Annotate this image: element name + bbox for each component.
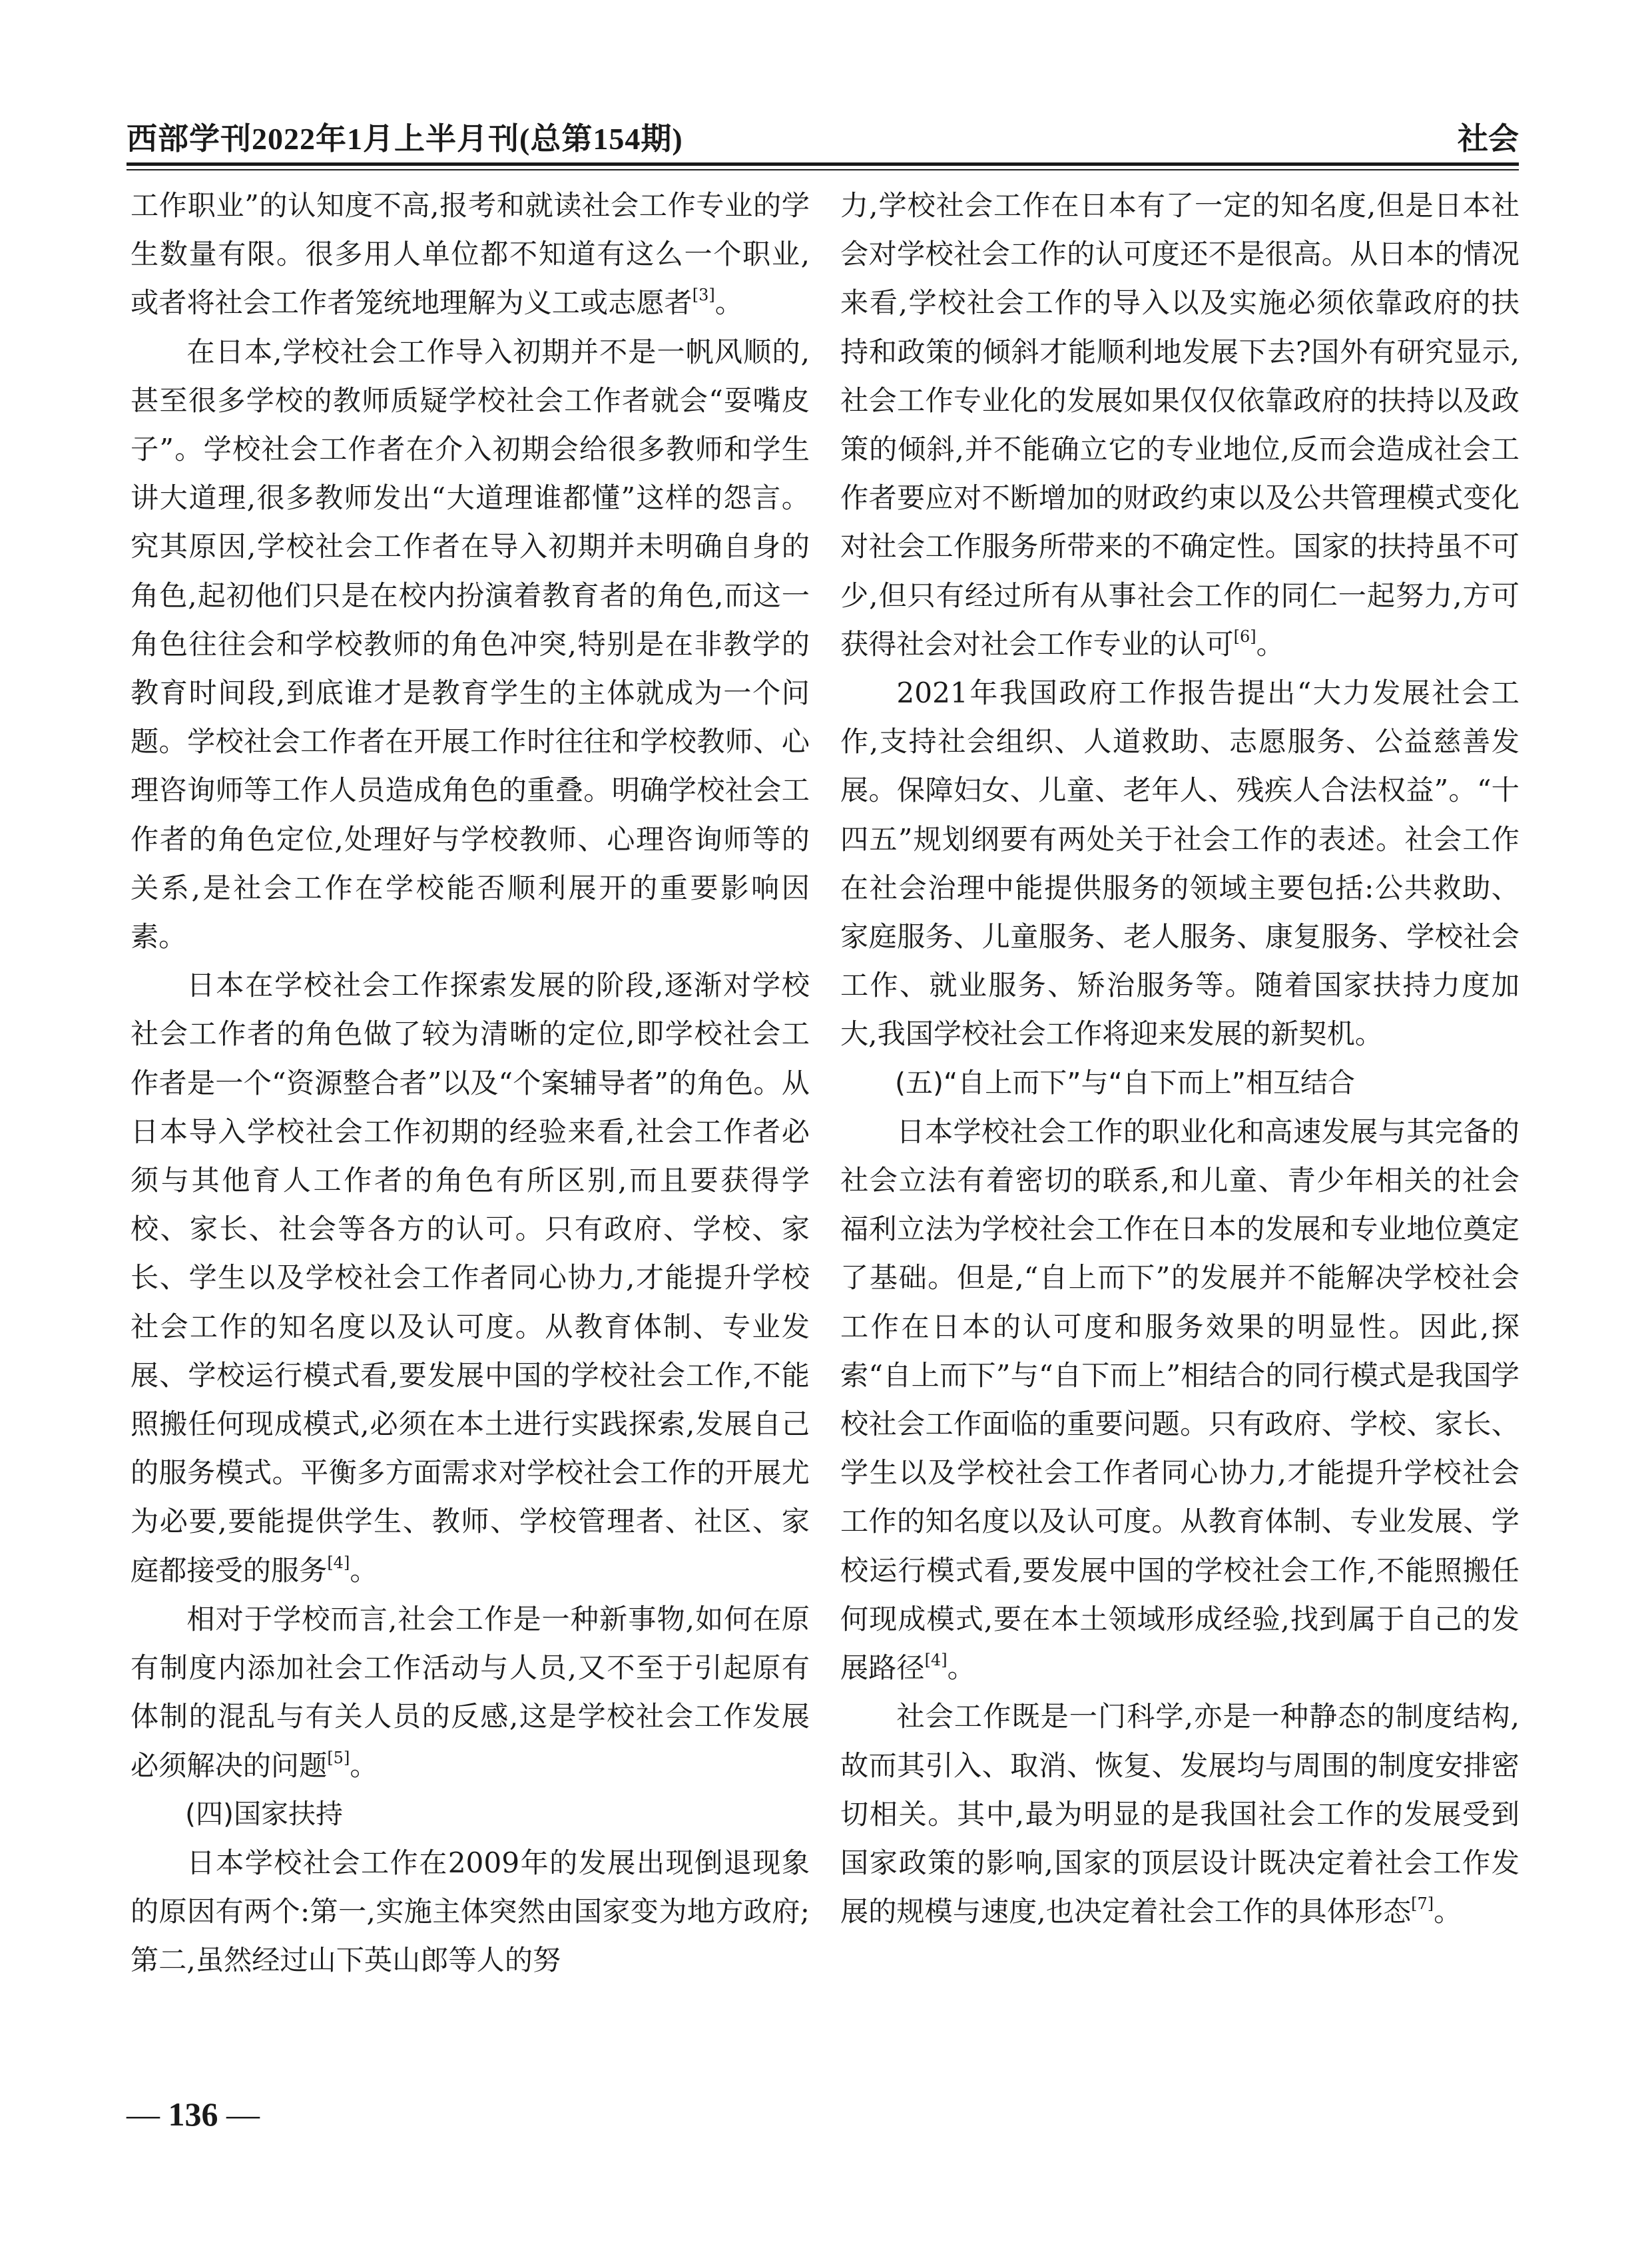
journal-name: 西部学刊 [127,121,252,156]
paragraph [840,1692,1519,1936]
paragraph-text: 2021年我国政府工作报告提出“大力发展社会工作,支持社会组织、人道救助、志愿服务、公益慈善发展。保障妇女、儿童、老年人、残疾人合法权益”。“十四五”规划纲要有两处关于社会工作的表述。社会工作在社会治理中能提供服务的领域主要包括:公共救助、家庭服务、儿童服务、老人服务、康复服务、学校社会工作、就业服务、矫治服务等。随着国家扶持力度加大,我国学校社会工作将迎来发展的新契机。 [840,677,1519,1051]
citation-ref: [6] [1233,627,1256,646]
left-column [131,181,810,1985]
paragraph-tail: 。 [1434,1895,1462,1928]
paragraph [131,1595,810,1790]
paragraph [840,1107,1519,1692]
paragraph-text: 日本学校社会工作的职业化和高速发展与其完备的社会立法有着密切的联系,和儿童、青少年相关的社会福利立法为学校社会工作在日本的发展和专业地位奠定了基础。但是,“自上而下”的发展并不能解决学校社会工作在日本的认可度和服务效果的明显性。因此,探索“自上而下”与“自下而上”相结合的同行模式是我国学校社会工作面临的重要问题。只有政府、学校、家长、学生以及学校社会工作者同心协力,才能提升学校社会工作的知名度以及认可度。从教育体制、专业发展、学校运行模式看,要发展中国的学校社会工作,不能照搬任何现成模式,要在本土领域形成经验,找到属于自己的发展路径 [840,1115,1519,1685]
paragraph-text: 力,学校社会工作在日本有了一定的知名度,但是日本社会对学校社会工作的认可度还不是很高。从日本的情况来看,学校社会工作的导入以及实施必须依靠政府的扶持和政策的倾斜才能顺利地发展下去?国外有研究显示,社会工作专业化的发展如果仅仅依靠政府的扶持以及政策的倾斜,并不能确立它的专业地位,反而会造成社会工作者要应对不断增加的财政约束以及公共管理模式变化对社会工作服务所带来的不确定性。国家的扶持虽不可少,但只有经过所有从事社会工作的同仁一起努力,方可获得社会对社会工作专业的认可 [840,189,1519,661]
paragraph [840,181,1519,669]
paragraph-tail: 。 [1256,627,1284,661]
section-label: 社会 [1458,121,1519,156]
journal-masthead [127,115,683,158]
subheading-top-down-bottom-up: (五)“自上而下”与“自下而上”相互结合 [895,1066,1355,1099]
subheading-national-support: (四)国家扶持 [185,1797,343,1830]
citation-ref: [4] [327,1553,350,1572]
paragraph-text: 社会工作既是一门科学,亦是一种静态的制度结构,故而其引入、取消、恢复、发展均与周围的制度安排密切相关。其中,最为明显的是我国社会工作的发展受到国家政策的影响,国家的顶层设计既决定着社会工作发展的规模与速度,也决定着社会工作的具体形态 [840,1700,1519,1928]
footer-dash-left: — [127,2096,160,2133]
paragraph [131,181,810,328]
paragraph-tail: 。 [350,1553,378,1587]
paragraph [131,328,810,962]
header-rule-thin [127,169,1519,170]
right-column [840,181,1519,1936]
paragraph-text: 日本学校社会工作在2009年的发展出现倒退现象的原因有两个:第一,实施主体突然由国家变为地方政府;第二,虽然经过山下英山郎等人的努 [131,1846,810,1977]
header-rule-thick [127,162,1519,166]
paragraph-tail: 。 [350,1749,378,1782]
paragraph [131,961,810,1595]
issue-info: 2022年1月上半月刊(总第154期) [252,122,683,156]
paragraph-text: 在日本,学校社会工作导入初期并不是一帆风顺的,甚至很多学校的教师质疑学校社会工作者就会“耍嘴皮子”。学校社会工作者在介入初期会给很多教师和学生讲大道理,很多教师发出“大道理谁都懂”这样的怨言。究其原因,学校社会工作者在导入初期并未明确自身的角色,起初他们只是在校内扮演着教育者的角色,而这一角色往往会和学校教师的角色冲突,特别是在非教学的教育时间段,到底谁才是教育学生的主体就成为一个问题。学校社会工作者在开展工作时往往和学校教师、心理咨询师等工作人员造成角色的重叠。明确学校社会工作者的角色定位,处理好与学校教师、心理咨询师等的关系,是社会工作在学校能否顺利展开的重要影响因素。 [131,335,810,954]
page-footer [127,2095,260,2133]
citation-ref: [7] [1411,1894,1434,1914]
footer-dash-right: — [226,2096,260,2133]
page-number: 136 [168,2096,218,2133]
paragraph [840,669,1519,1059]
paragraph-tail: 。 [714,286,743,320]
paragraph [131,1838,810,1985]
page-header [127,115,1519,157]
paragraph-text: 相对于学校而言,社会工作是一种新事物,如何在原有制度内添加社会工作活动与人员,又不至于引起原有体制的混乱与有关人员的反感,这是学校社会工作发展必须解决的问题 [131,1602,810,1782]
citation-ref: [4] [924,1651,948,1670]
paragraph-tail: 。 [947,1651,975,1685]
citation-ref: [3] [692,286,715,305]
citation-ref: [5] [327,1748,350,1767]
paragraph-text: 日本在学校社会工作探索发展的阶段,逐渐对学校社会工作者的角色做了较为清晰的定位,即学校社会工作者是一个“资源整合者”以及“个案辅导者”的角色。从日本导入学校社会工作初期的经验来看,社会工作者必须与其他育人工作者的角色有所区别,而且要获得学校、家长、社会等各方的认可。只有政府、学校、家长、学生以及学校社会工作者同心协力,才能提升学校社会工作的知名度以及认可度。从教育体制、专业发展、学校运行模式看,要发展中国的学校社会工作,不能照搬任何现成模式,必须在本土进行实践探索,发展自己的服务模式。平衡多方面需求对学校社会工作的开展尤为必要,要能提供学生、教师、学校管理者、社区、家庭都接受的服务 [131,969,810,1587]
paragraph-text: 工作职业”的认知度不高,报考和就读社会工作专业的学生数量有限。很多用人单位都不知道有这么一个职业,或者将社会工作者笼统地理解为义工或志愿者 [131,189,810,320]
